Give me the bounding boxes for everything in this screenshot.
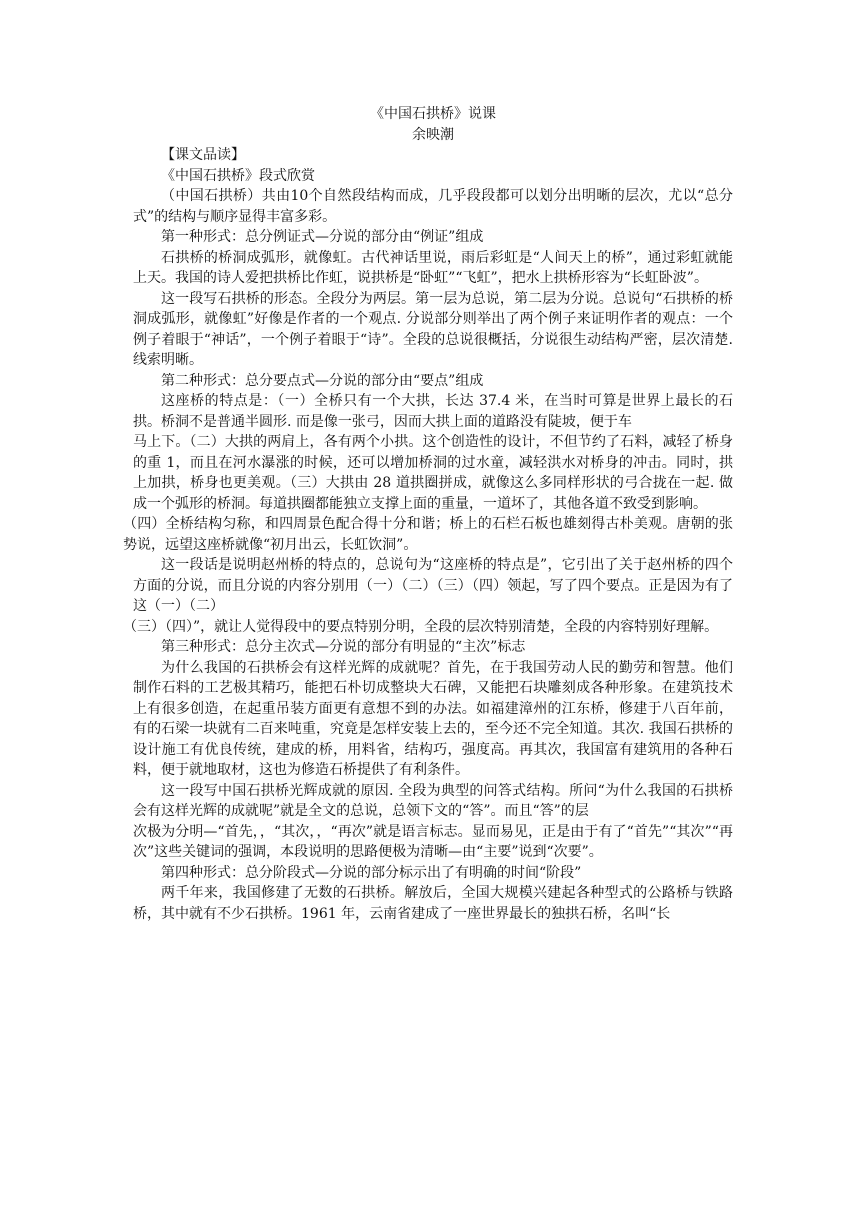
form-heading-3: 第三种形式：总分主次式—分说的部分有明显的“主次”标志 xyxy=(161,639,526,655)
analysis-3b: 次极为分明—“首先，，“其次，，“再次”就是语言标志。显而易见，正是由于有了“首先”“其次”“再次”这些关键词的强调，本段说明的思路便极为清晰—由“主要”说到“次要”。 xyxy=(133,823,733,860)
subheading: 《中国石拱桥》段式欣赏 xyxy=(161,167,315,184)
form-heading-1: 第一种形式：总分例证式—分说的部分由“例证”组成 xyxy=(161,229,484,245)
document-title: 《中国石拱桥》说课 xyxy=(370,106,496,122)
document-author: 余映潮 xyxy=(412,126,454,143)
quoted-text-1: 石拱桥的桥洞成弧形，就像虹。古代神话里说，雨后彩虹是“人间天上的桥”，通过彩虹就能上天。我国的诗人爱把拱桥比作虹，说拱桥是“卧虹”“飞虹”，把水上拱桥形容为“长虹卧波”。 xyxy=(133,249,733,286)
quoted-text-2c: （四）全桥结构匀称，和四周景色配合得十分和谐；桥上的石栏石板也雄刻得古朴美观。唐朝的张势说，远望这座桥就像“初月出云，长虹饮洞”。 xyxy=(123,516,733,553)
analysis-2b: （三）（四）”，就让人觉得段中的要点特别分明，全段的层次特别清楚，全段的内容特别好理解。 xyxy=(123,618,719,635)
analysis-3a: 这一段写中国石拱桥光辉成就的原因. 全段为典型的问答式结构。所问“为什么我国的石拱桥会有这样光辉的成就呢”就是全文的总说，总领下文的“答”。而且“答”的层 xyxy=(133,782,733,819)
quoted-text-4: 两千年来，我国修建了无数的石拱桥。解放后，全国大规模兴建起各种型式的公路桥与铁路桥，其中就有不少石拱桥。1961 年，云南省建成了一座世界最长的独拱石桥，名叫“长 xyxy=(133,885,733,922)
analysis-2a: 这一段话是说明赵州桥的特点的，总说句为“这座桥的特点是”，它引出了关于赵州桥的四个方面的分说，而且分说的内容分别用（一）（二）（三）（四）领起，写了四个要点。正是因为有了这（一）（二） xyxy=(133,557,733,614)
quoted-text-3: 为什么我国的石拱桥会有这样光辉的成就呢？首先，在于我国劳动人民的勤劳和智慧。他们制作石料的工艺极其精巧，能把石朴切成整块大石碑，又能把石块雕刻成各种形象。在建筑技术上有很多创造，在起重吊装方面更有意想不到的办法。如福建漳州的江东桥，修建于八百年前，有的石梁一块就有二百来吨重，究竟是怎样安装上去的，至今还不完全知道。其次. 我国石拱桥的设计施工有优良传统，建成的桥，用料省，结构巧，强度高。再其次，我国富有建筑用的各种石料，便于就地取材，这也为修造石桥提供了有利条件。 xyxy=(133,659,733,778)
section-heading: 【课文品读】 xyxy=(161,147,245,163)
analysis-1: 这一段写石拱桥的形态。全段分为两层。第一层为总说，第二层为分说。总说句“石拱桥的桥洞成弧形，就像虹”好像是作者的一个观点. 分说部分则举出了两个例子来证明作者的观点：一个例子着眼于“神话”，一个例子着眼于“诗”。全段的总说很概括，分说很生动结构严密，层次清楚. 线索明晰。 xyxy=(133,290,733,368)
document-body xyxy=(123,104,733,924)
quoted-text-2b: 马上下。（二）大拱的两肩上，各有两个小拱。这个创造性的设计，不但节约了石料，减轻了桥身的重 1，而且在河水瀑涨的时候，还可以增加桥洞的过水童，减轻洪水对桥身的冲击。同时，拱上加拱，桥身也更美观。（三）大拱由 28 道拱圈拼成，就像这么多同样形状的弓合拢在一起. 做成一个弧形的桥洞。每道拱圈都能独立支撑上面的重量，一道坏了，其他各道不致受到影响。 xyxy=(133,434,733,512)
paragraph-intro: （中国石拱桥）共由10个自然段结构而成，几乎段段都可以划分出明晰的层次，尤以“总分式”的结构与顺序显得丰富多彩。 xyxy=(133,188,733,225)
quoted-text-2a: 这座桥的特点是：（一）全桥只有一个大拱，长达 37.4 米，在当时可算是世界上最长的石拱。桥洞不是普通半圆形. 而是像一张弓，因而大拱上面的道路没有陡坡，便于车 xyxy=(133,393,733,430)
form-heading-2: 第二种形式：总分要点式—分说的部分由“要点”组成 xyxy=(161,372,484,389)
form-heading-4: 第四种形式：总分阶段式—分说的部分标示出了有明确的时间“阶段” xyxy=(161,864,582,881)
